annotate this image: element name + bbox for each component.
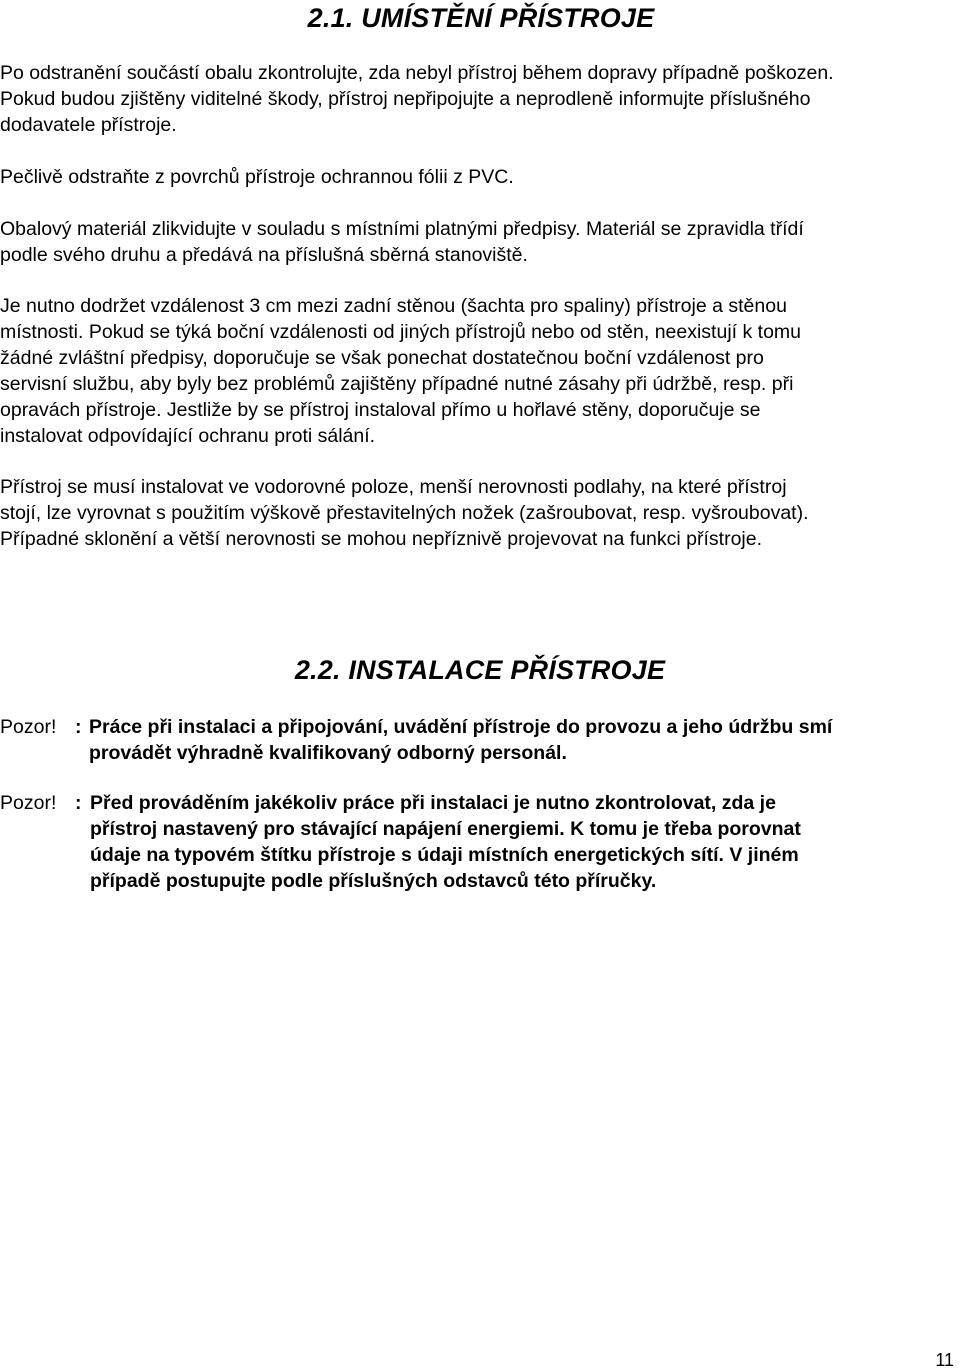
page-number: 11: [935, 1350, 954, 1370]
paragraph-packaging-disposal: Obalový materiál zlikvidujte v souladu s místními platnými předpisy. Materiál se zpravidla třídí podle svého druhu a předává na příslušná sběrná stanoviště.: [0, 218, 804, 266]
warning-colon: :: [75, 716, 82, 738]
warning-colon: :: [75, 792, 82, 814]
paragraph-remove-foil: Pečlivě odstraňte z povrchů přístroje ochrannou fólii z PVC.: [0, 166, 514, 188]
paragraph-clearance: Je nutno dodržet vzdálenost 3 cm mezi zadní stěnou (šachta pro spaliny) přístroje a stěnou místnosti. Pokud se týká boční vzdálenosti od jiných přístrojů nebo od stěn, neexistují k tomu žádné zvláštní předpisy, doporučuje se však ponechat dostatečnou boční vzdálenost pro servisní službu, aby byly bez problémů zajištěny případné nutné zásahy při údržbě, resp. při opravách přístroje. Jestliže by se přístroj instaloval přímo u hořlavé stěny, doporučuje se instalovat odpovídající ochranu proti sálání.: [0, 295, 802, 447]
paragraph-inspection: Po odstranění součástí obalu zkontrolujte, zda nebyl přístroj během dopravy případně poškozen. Pokud budou zjištěny viditelné škody, přístroj nepřipojujte a neprodleně informujte příslušného dodavatele přístroje.: [0, 62, 834, 136]
warning-text: Práce při instalaci a připojování, uvádění přístroje do provozu a jeho údržbu smí provádět výhradně kvalifikovaný odborný personál.: [89, 716, 833, 764]
paragraph-leveling: Přístroj se musí instalovat ve vodorovné poloze, menší nerovnosti podlahy, na které přístroj stojí, lze vyrovnat s použitím výškově přestavitelných nožek (zašroubovat, resp. vyšroubovat). Případné sklonění a větší nerovnosti se mohou nepříznivě projevovat na funkci přístroje.: [0, 476, 809, 550]
warning-label: Pozor!: [0, 792, 57, 814]
warning-text: Před prováděním jakékoliv práce při instalaci je nutno zkontrolovat, zda je přístroj nastavený pro stávající napájení energiemi. K tomu je třeba porovnat údaje na typovém štítku přístroje s údaji místních energetických sítí. V jiném případě postupujte podle příslušných odstavců této příručky.: [90, 792, 801, 892]
section-heading-installation: 2.2. INSTALACE PŘÍSTROJE: [294, 655, 666, 685]
warning-label: Pozor!: [0, 716, 57, 738]
section-heading-placement: 2.1. UMÍSTĚNÍ PŘÍSTROJE: [307, 3, 655, 33]
